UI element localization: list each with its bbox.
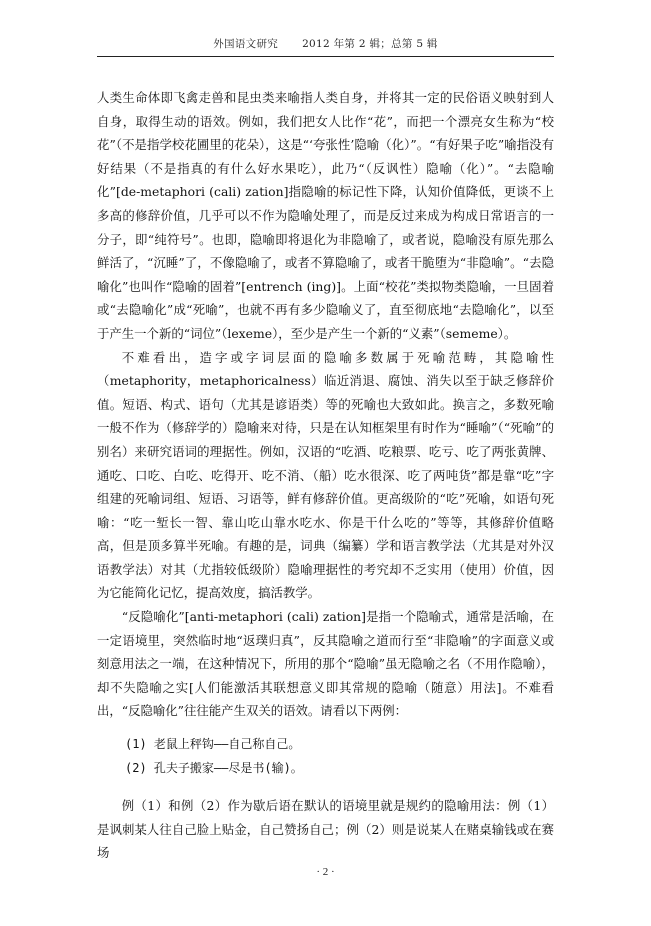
- page-number: · 2 ·: [316, 866, 335, 878]
- body-paragraph: 人类生命体即飞禽走兽和昆虫类来喻指人类自身，并将其一定的民俗语义映射到人自身，取得生动的语效。例如，我们把女人比作“花”，而把一个漂亮女生称为“校花”（不是指学校花圃里的花朵），这是“‘夸张性’隐喻（化）”。“有好果子吃”喻指没有好结果（不是指真的有什么好水果吃），此乃“（反讽性）隐喻（化）”。“去隐喻化”[de-metaphori (cali) zation]指隐喻的标记性下降，认知价值降低，更谈不上多高的修辞价值，几乎可以不作为隐喻处理了，而是反过来成为构成日常语言的一分子，即“纯符号”。也即，隐喻即将退化为非隐喻了，或者说，隐喻没有原先那么鲜活了，“沉睡”了，不像隐喻了，或者不算隐喻了，或者干脆堕为“非隐喻”。“去隐喻化”也叫作“隐喻的固着”[entrench (ing)]。上面“校花”类拟物类隐喻，一旦固着或“去隐喻化”成“死喻”，也就不再有多少隐喻义了，直至彻底地“去隐喻化”，以至于产生一个新的“词位”（lexeme），至少是产生一个新的“义素”（sememe）。: [97, 90, 554, 341]
- body-paragraph: “反隐喻化”[anti-metaphori (cali) zation]是指一个隐喻式，通常是活喻，在一定语境里，突然临时地“返璞归真”，反其隐喻之道而行至“非隐喻”的字面意义或刻意用法之一端，在这种情况下，所用的那个“隐喻”虽无隐喻之名（不用作隐喻），却不失隐喻之实[人们能激活其联想意义即其常规的隐喻（随意）用法]。不难看出，“反隐喻化”往往能产生双关的语效。请看以下两例：: [97, 609, 554, 719]
- example-list: [125, 733, 554, 780]
- body-paragraph: 例（1）和例（2）作为歇后语在默认的语境里就是规约的隐喻用法：例（1）是讽刺某人往自己脸上贴金，自己赞扬自己；例（2）则是说某人在赌桌输钱或在赛场: [97, 798, 554, 861]
- example-item: (1) 老鼠上秤钩——自己称自己。: [125, 737, 301, 752]
- example-item: (2) 孔夫子搬家——尽是书(输)。: [125, 760, 303, 775]
- body-paragraph: 不难看出，造字或字词层面的隐喻多数属于死喻范畴，其隐喻性（metaphority，metaphoricalness）临近消退、腐蚀、消失以至于缺乏修辞价值。短语、构式、语句（尤其是谚语类）等的死喻也大致如此。换言之，多数死喻一般不作为（修辞学的）隐喻来对待，只是在认知框架里有时作为“睡喻”（“死喻”的别名）来研究语词的理据性。例如，汉语的“吃酒、吃粮票、吃亏、吃了两张黄牌、通吃、口吃、白吃、吃得开、吃不消、（船）吃水很深、吃了两吨货”都是靠“吃”字组建的死喻词组、短语、习语等，鲜有修辞价值。更高级阶的“吃”死喻，如语句死喻：“吃一堑长一智、靠山吃山靠水吃水、你是干什么吃的”等等，其修辞价值略高，但是顶多算半死喻。有趣的是，词典（编纂）学和语言教学法（尤其是对外汉语教学法）对其（尤指较低级阶）隐喻理据性的考究却不乏实用（使用）价值，因为它能简化记忆，提高效度，搞活教学。: [97, 349, 554, 601]
- article-body: [97, 86, 554, 865]
- running-header: [97, 36, 554, 57]
- journal-title: 外国语文研究: [213, 38, 279, 50]
- issue-info: 2012 年第 2 辑；总第 5 辑: [302, 38, 438, 50]
